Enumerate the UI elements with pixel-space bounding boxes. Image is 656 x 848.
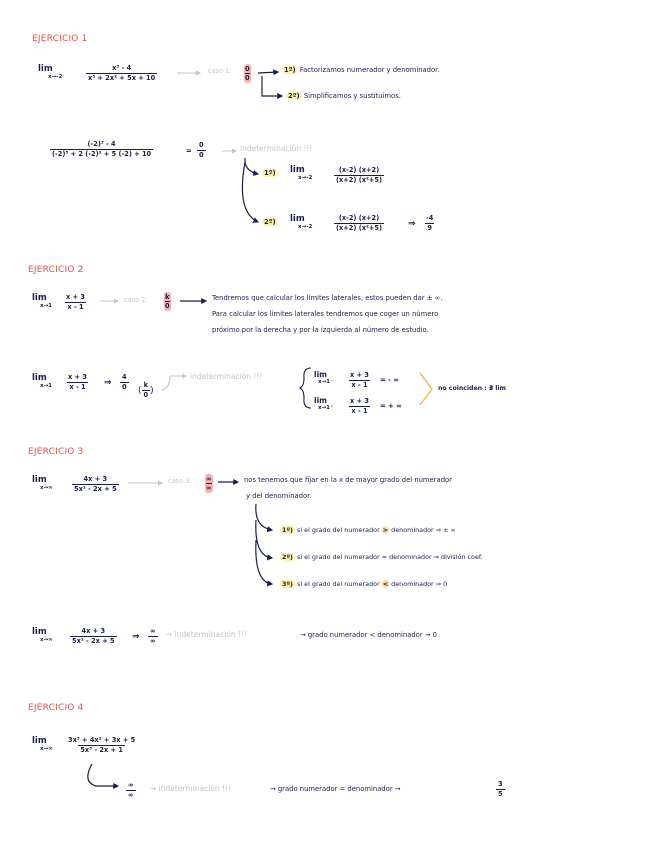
denominator: x - 1 (351, 407, 368, 415)
e1-sol-step1-fraction (334, 166, 384, 185)
e4-conclusion: → grado numerador = denominador → (270, 785, 401, 793)
lim-subscript: x→∞ (40, 637, 53, 643)
lim-label: lim (32, 736, 47, 746)
denominator: (-2)³ + 2 (-2)² + 5 (-2) + 10 (52, 150, 152, 158)
lim-subscript: x→∞ (40, 485, 53, 491)
e3-rule3 (280, 580, 447, 588)
lim-subscript: x→-2 (48, 74, 63, 80)
rule-result: denominador ⇒ 0 (391, 580, 448, 588)
step-badge: 1º) (284, 66, 296, 74)
e2-left-fraction (348, 371, 371, 390)
exercise-1-title: EJERCICIO 1 (32, 34, 88, 44)
e1-sol-step1-badge (262, 169, 278, 177)
e3-caso-badge (205, 474, 213, 493)
e2-indeterminacion: indeterminación !!! (190, 372, 263, 381)
e2-text-line2: Para calcular los límites laterales tendremos que coger un número (212, 310, 439, 318)
e4-final-fraction (496, 780, 505, 799)
e1-sol-step2-fraction (334, 214, 384, 233)
e4-result-fraction (126, 781, 136, 800)
e3-conclusion: → grado numerador < denominador → 0 (300, 631, 437, 639)
rule-badge: 3º) (282, 580, 293, 588)
e1-step2 (286, 92, 401, 100)
lim-subscript: x→-2 (298, 224, 313, 230)
numerator: -4 (426, 214, 434, 222)
lim-label: lim (32, 373, 47, 383)
e2-right-fraction (348, 397, 371, 416)
e1-caso-label: caso 1: (208, 67, 232, 75)
numerator: k (143, 381, 148, 389)
e3-text-line2: y del denominador. (246, 492, 312, 500)
e2-right-limit (314, 396, 333, 411)
lim-subscript: x→1⁺ (318, 405, 333, 411)
e2-k-fraction (120, 373, 129, 392)
e2-eval-limit (32, 374, 52, 389)
denominator: ∞ (150, 637, 156, 645)
lim-subscript: x→1⁻ (318, 379, 333, 385)
lim-subscript: x→1 (40, 303, 52, 309)
e2-text-line3: próximo por la derecha y por la izquierda al número de estudio. (212, 326, 429, 334)
implies-arrow: ⇒ (132, 632, 140, 642)
numerator: 3x³ + 4x² + 3x + 5 (68, 736, 136, 744)
denominator: ∞ (128, 791, 134, 799)
caso-denominator: 0 (165, 302, 170, 310)
numerator: x + 3 (66, 293, 85, 301)
numerator: x + 3 (350, 371, 369, 379)
e1-step1 (282, 66, 440, 74)
e3-limit (32, 476, 53, 491)
denominator: x³ + 2x² + 5x + 10 (88, 74, 156, 82)
e1-sol-step1-limit (290, 166, 312, 181)
e3-example-fraction (70, 627, 117, 646)
numerator: x + 3 (68, 373, 87, 381)
e3-fraction (72, 475, 119, 494)
denominator: x - 1 (351, 381, 368, 389)
exercise-3-title: EJERCICIO 3 (28, 447, 84, 457)
e1-result-fraction (197, 141, 206, 160)
numerator: ∞ (128, 781, 134, 789)
rule-badge: 2º) (282, 553, 293, 561)
e1-substitution (50, 140, 153, 159)
rule-operator: > (382, 526, 389, 534)
lim-label: lim (290, 214, 305, 224)
lim-subscript: x→∞ (40, 746, 53, 752)
numerator: 4x + 3 (83, 475, 108, 483)
caso-numerator: k (165, 293, 170, 301)
numerator: (-2)³ - 4 (87, 140, 116, 148)
numerator: x + 3 (350, 397, 369, 405)
denominator: (x+2) (x²+5) (336, 224, 382, 232)
denominator: x - 1 (67, 303, 84, 311)
lim-subscript: x→-2 (298, 175, 313, 181)
e1-limit (38, 65, 62, 80)
denominator: (x+2) (x²+5) (336, 176, 382, 184)
e2-conclusion: no coinciden : ∄ lim (438, 385, 506, 392)
e3-indeterminacion: → indeterminación !!! (166, 630, 248, 639)
e2-left-limit (314, 370, 333, 385)
e4-indeterminacion: → indeterminación !!! (150, 784, 232, 793)
caso-denominator: ∞ (206, 484, 212, 492)
e2-limit (32, 294, 52, 309)
denominator: x - 1 (69, 383, 86, 391)
e1-sol-step2-badge (262, 218, 278, 226)
equals-sign: = (186, 147, 192, 155)
e2-left-result: = - ∞ (380, 376, 399, 384)
e2-caso-label: caso 2: (124, 296, 148, 304)
implies-arrow: ⇒ (104, 378, 112, 388)
lim-label: lim (314, 396, 327, 405)
e3-rule1 (280, 526, 456, 534)
e2-paren-fraction: ( $\frac{k}{0}$ ) (138, 381, 154, 399)
rule-text: si el grado del numerador = denominador ⇒ división coef. (297, 553, 483, 561)
caso-numerator: ∞ (206, 475, 212, 483)
lim-label: lim (38, 64, 53, 74)
e3-example-result (148, 627, 158, 646)
caso-denominator: 0 (245, 74, 250, 82)
lim-label: lim (314, 370, 327, 379)
implies-arrow: ⇒ (408, 219, 416, 229)
caso-numerator: 0 (245, 65, 250, 73)
rule-operator: < (382, 580, 389, 588)
lim-label: lim (32, 627, 47, 637)
denominator: 9 (427, 224, 432, 232)
e2-eval-fraction (66, 373, 89, 392)
step-badge: 2º) (288, 92, 300, 100)
denominator: 5 (498, 790, 503, 798)
e1-final-fraction (424, 214, 435, 233)
e1-fraction (86, 64, 157, 83)
numerator: 0 (199, 141, 204, 149)
numerator: x³ - 4 (112, 64, 132, 72)
denominator: 5x² - 2x + 5 (72, 637, 115, 645)
lim-subscript: x→1 (40, 383, 52, 389)
numerator: (x-2) (x+2) (338, 166, 380, 174)
e4-fraction (66, 736, 137, 755)
numerator: 4 (122, 373, 127, 381)
rule-text: si el grado del numerador (297, 526, 380, 534)
e2-right-result: = + ∞ (380, 402, 402, 410)
step-badge: 1º) (264, 169, 276, 177)
e3-caso-label: caso 3: (168, 477, 192, 485)
e2-caso-badge (164, 292, 171, 311)
numerator: ∞ (150, 627, 156, 635)
numerator: (x-2) (x+2) (338, 214, 380, 222)
step-badge: 2º) (264, 218, 276, 226)
lim-label: lim (32, 475, 47, 485)
denominator: 5x³ - 2x + 1 (80, 746, 123, 754)
denominator: 0 (143, 391, 149, 399)
rule-text: si el grado del numerador (297, 580, 380, 588)
numerator: 3 (498, 780, 503, 788)
lim-label: lim (290, 165, 305, 175)
e1-indeterminacion: indeterminación !!! (240, 144, 313, 153)
denominator: 0 (199, 151, 204, 159)
e3-text-line1: nos tenemos que fijar en la x de mayor grado del numerador (244, 476, 452, 484)
numerator: 4x + 3 (81, 627, 106, 635)
e2-text-line1: Tendremos que calcular los límites laterales, estos pueden dar ± ∞. (212, 294, 443, 302)
e3-example-limit (32, 628, 53, 643)
denominator: 0 (122, 383, 127, 391)
rule-badge: 1º) (282, 526, 293, 534)
exercise-2-title: EJERCICIO 2 (28, 265, 84, 275)
denominator: 5x² - 2x + 5 (74, 485, 117, 493)
e4-limit (32, 737, 53, 752)
lim-label: lim (32, 293, 47, 303)
rule-result: denominador ⇒ ± ∞ (391, 526, 456, 534)
e3-rule2 (280, 553, 483, 561)
e1-sol-step2-limit (290, 215, 312, 230)
step-text: Simplificamos y sustituimos. (303, 92, 401, 100)
exercise-4-title: EJERCICIO 4 (28, 703, 84, 713)
e2-fraction (64, 293, 87, 312)
step-text: Factorizamos numerador y denominador. (299, 66, 440, 74)
e1-caso-badge (244, 64, 251, 83)
